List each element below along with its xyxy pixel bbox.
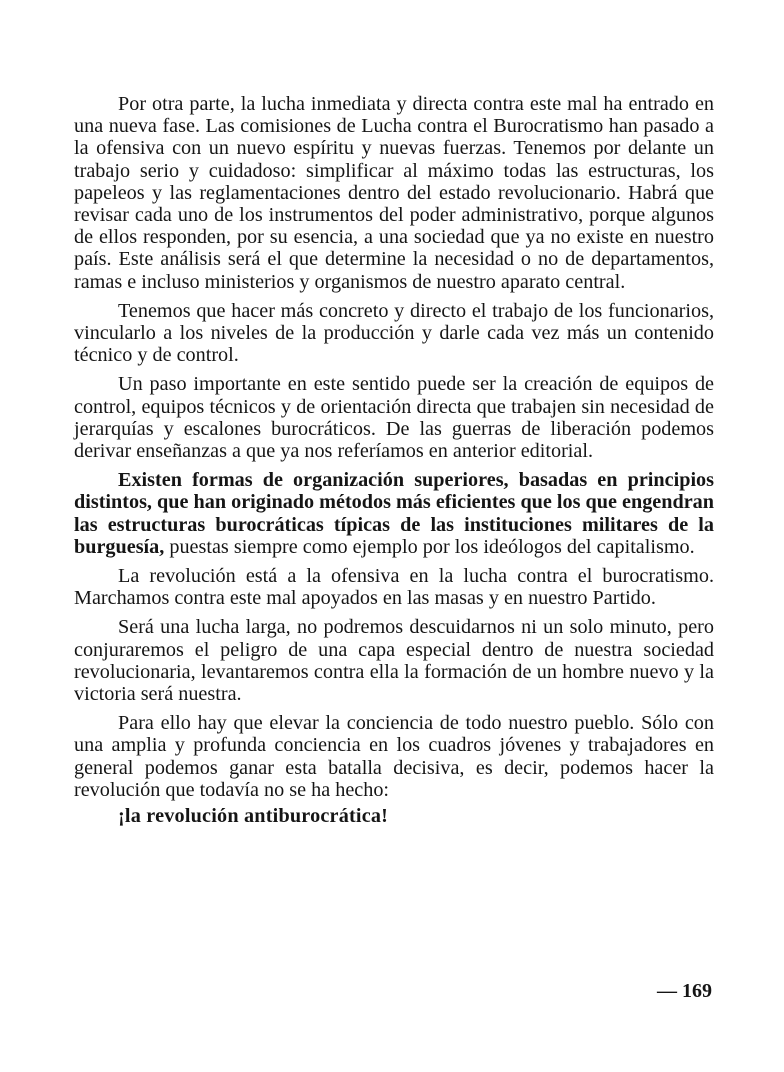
paragraph-3-text: Un paso importante en este sentido puede ser la creación de equipos de control, equipos técnicos y de orientación directa que trabajen sin necesidad de jerarquías y escalones burocráticos. De las guerras de liberación podemos derivar enseñanzas a que ya nos referíamos en anterior editorial. — [74, 373, 714, 463]
paragraph-5 — [74, 565, 714, 609]
paragraph-6 — [74, 616, 714, 705]
paragraph-4-bold-text: Existen formas de organización superiores, basadas en principios distintos, que han originado métodos más eficientes que los que engendran las estructuras burocráticas típicas de las instituciones militares de la burguesía, — [74, 469, 714, 558]
page-number: — 169 — [657, 980, 712, 1002]
page-body — [74, 93, 714, 827]
paragraph-6-text: Será una lucha larga, no podremos descuidarnos ni un solo minuto, pero conjuraremos el peligro de una capa especial dentro de nuestra sociedad revolucionaria, levantaremos contra ella la formación de un hombre nuevo y la victoria será nuestra. — [74, 616, 714, 706]
paragraph-5-text: La revolución está a la ofensiva en la lucha contra el burocratismo. Marchamos contra este mal apoyados en las masas y en nuestro Partido. — [74, 565, 714, 610]
paragraph-7-text: Para ello hay que elevar la conciencia de todo nuestro pueblo. Sólo con una amplia y profunda conciencia en los cuadros jóvenes y trabajadores en general podemos ganar esta batalla decisiva, es decir, podemos hacer la revolución que todavía no se ha hecho: — [74, 712, 714, 801]
paragraph-2-text: Tenemos que hacer más concreto y directo el trabajo de los funcionarios, vincularlo a los niveles de la producción y darle cada vez más un contenido técnico y de control. — [74, 299, 714, 367]
paragraph-1-text: Por otra parte, la lucha inmediata y directa contra este mal ha entrado en una nueva fase. Las comisiones de Lucha contra el Burocratismo han pasado a la ofensiva con un nuevo espíritu y nuevas fuerzas. Tenemos por delante un trabajo serio y cuidadoso: simplificar al máximo todas las estructuras, los papeleos y las reglamentaciones dentro del estado revolucionario. Habrá que revisar cada uno de los instrumentos del poder administrativo, porque algunos de ellos responden, por su esencia, a una sociedad que ya no existe en nuestro país. Este análisis será el que determine la necesidad o no de departamentos, ramas e incluso ministerios y organismos de nuestro aparato central. — [74, 93, 714, 293]
closing-exclamation: ¡la revolución antiburocrática! — [118, 805, 389, 828]
paragraph-2 — [74, 300, 714, 367]
paragraph-4-text: puestas siempre como ejemplo por los ideólogos del capitalismo. — [164, 535, 695, 558]
paragraph-3 — [74, 373, 714, 462]
paragraph-7 — [74, 712, 714, 827]
paragraph-1 — [74, 93, 714, 293]
paragraph-4 — [74, 469, 714, 558]
